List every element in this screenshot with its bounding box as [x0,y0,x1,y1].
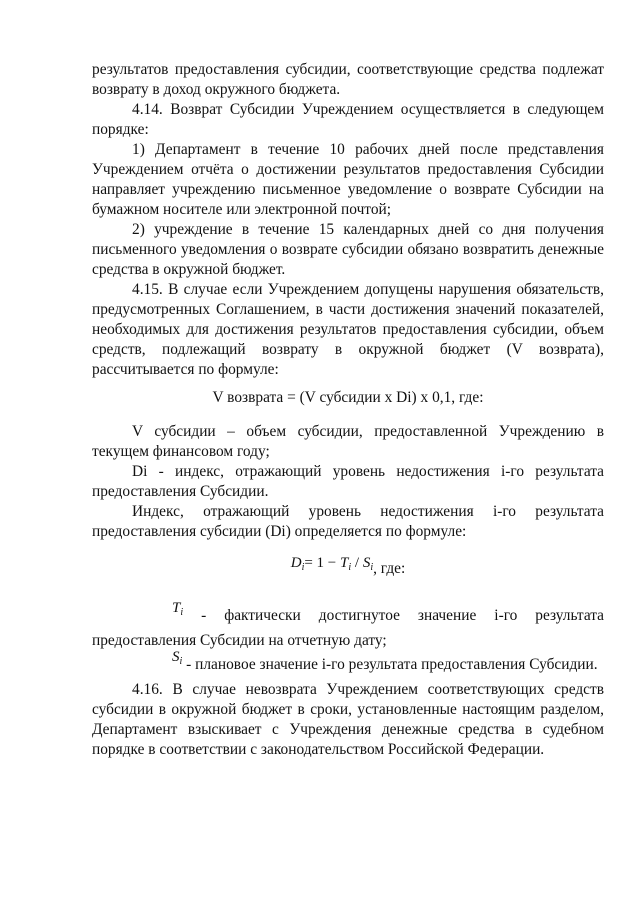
definition-di: Di - индекс, отражающий уровень недостижения i-го результата предоставления Субсидии. [92,463,604,500]
definition-ti-text: - фактически достигнутое значение i-го результата предоставления Субсидии на отчетную дату; [92,607,604,649]
definition-ti [92,600,604,651]
paragraph-4-14-item-2: 2) учреждение в течение 15 календарных дней со дня получения письменного уведомления о возврате субсидии обязано возвратить денежные средства в окружной бюджет. [92,221,604,278]
paragraph-4-15: 4.15. В случае если Учреждением допущены нарушения обязательств, предусмотренных Соглашением, в части достижения значений показателей, необходимых для достижения результатов предоставления субсидии, объем средств, подлежащий возврату в окружной бюджет (V возврата), рассчитывается по формуле: [92,281,604,378]
index-formula-intro: Индекс, отражающий уровень недостижения i-го результата предоставления субсидии (Di) определяется по формуле: [92,503,604,540]
formula-slash: / [351,555,363,571]
symbol-ti [132,598,183,623]
paragraph-4-14-item-1: 1) Департамент в течение 10 рабочих дней после представления Учреждением отчёта о достижении результатов предоставления Субсидии направляет учреждению письменное уведомление о возврате Субсидии на бумажном носителе или электронной почтой; [92,141,604,218]
document-page [92,60,604,760]
paragraph-4-14: 4.14. Возврат Субсидии Учреждением осуществляется в следующем порядке: [92,101,604,138]
symbol-t-sub: i [180,607,184,618]
symbol-s: S [172,649,180,665]
definition-si-text: - плановое значение i-го результата предоставления Субсидии. [182,656,598,673]
formula-di-expression [291,555,373,571]
paragraph-intro: результатов предоставления субсидии, соответствующие средства подлежат возврату в доход окружного бюджета. [92,61,604,98]
formula-di-tail: , где: [373,560,406,577]
formula-v-return: V возврата = (V субсидии x Di) x 0,1, где: [212,389,484,406]
symbol-t: T [172,600,181,616]
paragraph-4-16: 4.16. В случае невозврата Учреждением соответствующих средств субсидии в окружной бюджет в сроки, установленные настоящим разделом, Департамент взыскивает с Учреждения денежные средства в судебном порядке в соответствии с законодательством Российской Федерации. [92,681,604,758]
formula-sub-i: i [348,562,352,573]
symbol-si [132,647,182,672]
definition-v-subsidy: V субсидии – объем субсидии, предоставленной Учреждению в текущем финансовом году; [92,423,604,460]
formula-sub-i: i [370,562,374,573]
formula-equals: = 1 − [304,555,341,571]
definition-si [92,649,604,680]
symbol-s-sub: i [179,656,183,667]
formula-symbol-d: D [290,555,302,571]
formula-symbol-s: S [362,555,371,571]
formula-sub-i: i [301,562,305,573]
formula-symbol-t: T [340,555,349,571]
formula-di [92,554,604,588]
